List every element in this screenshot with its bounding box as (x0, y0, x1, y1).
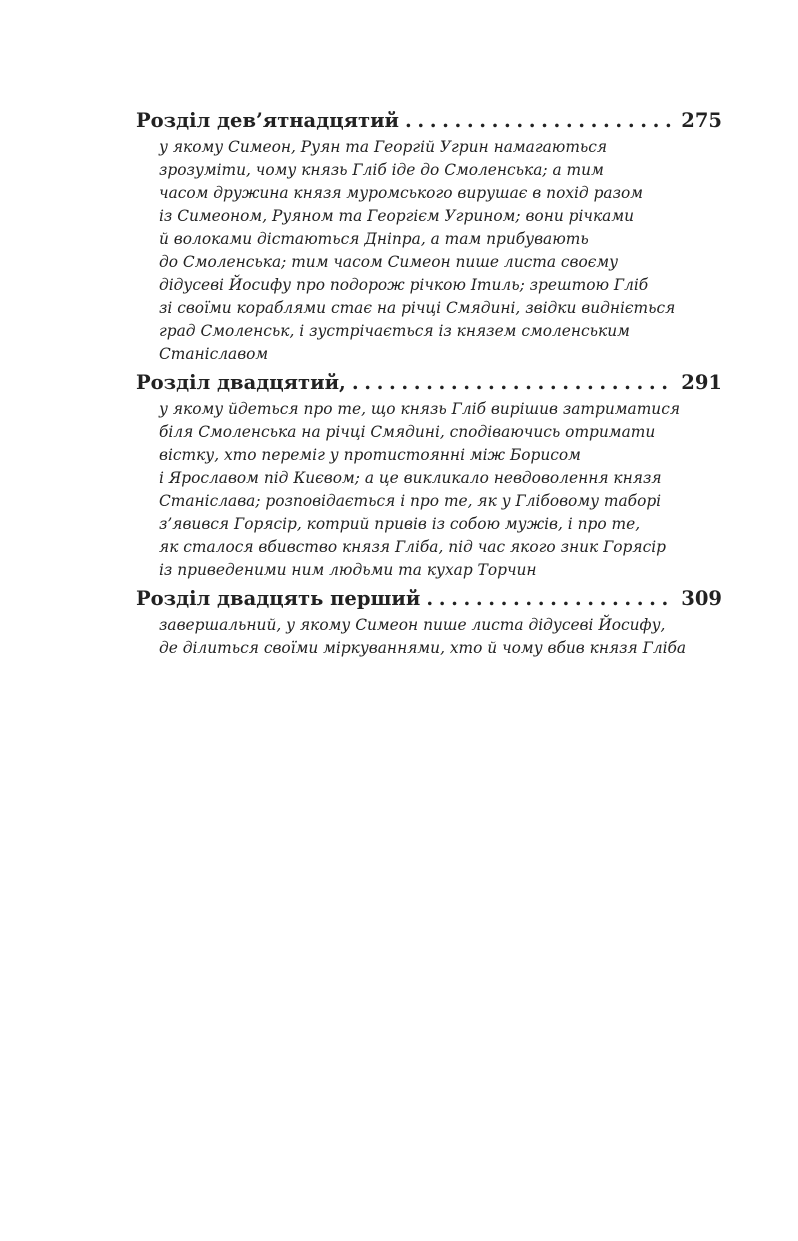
summary-line: вістку, хто переміг у протистоянні між Борисом (159, 446, 581, 464)
summary-line: зі своїми кораблями стає на річці Смядині, звідки видніється (159, 299, 676, 317)
page-number: 291 (681, 371, 722, 394)
chapter-title: Розділ дев’ятнадцятий (136, 109, 400, 132)
summary-line: град Смоленськ, і зустрічається із князем смоленським (159, 322, 630, 340)
chapter-summary (159, 398, 722, 582)
summary-line: дідусеві Йосифу про подорож річкою Ітиль; зрештою Гліб (159, 276, 649, 294)
chapter-title: Розділ двадцятий, (136, 371, 346, 394)
summary-line: із Симеоном, Руяном та Георгієм Угрином; вони річками (159, 207, 635, 225)
toc-entry (136, 106, 722, 366)
summary-line: як сталося вбивство князя Гліба, під час якого зник Горясір (159, 538, 666, 556)
summary-line: біля Смоленська на річці Смядині, сподіваючись отримати (159, 423, 656, 441)
summary-line: і Ярославом під Києвом; а це викликало невдоволення князя (159, 469, 662, 487)
summary-line: Станіславом (159, 345, 269, 363)
summary-line: зрозуміти, чому князь Гліб іде до Смоленська; а тим (159, 161, 604, 179)
dot-leader (352, 368, 675, 398)
dot-leader (426, 584, 675, 614)
summary-line: із приведеними ним людьми та кухар Торчин (159, 561, 537, 579)
toc-entry-heading[interactable] (136, 584, 722, 614)
summary-line: Станіслава; розповідається і про те, як у Глібовому таборі (159, 492, 662, 510)
page-number: 309 (681, 587, 722, 610)
chapter-summary (159, 136, 722, 366)
summary-line: у якому йдеться про те, що князь Гліб вирішив затриматися (159, 400, 681, 418)
summary-line: де ділиться своїми міркуваннями, хто й чому вбив князя Гліба (159, 639, 687, 657)
summary-line: з’явився Горясір, котрий привів із собою мужів, і про те, (159, 515, 641, 533)
summary-line: у якому Симеон, Руян та Георгій Угрин намагаються (159, 138, 608, 156)
summary-line: й волоками дістаються Дніпра, а там прибувають (159, 230, 589, 248)
chapter-title: Розділ двадцять перший (136, 587, 421, 610)
toc-entry-heading[interactable] (136, 106, 722, 136)
dot-leader (405, 106, 675, 136)
toc-entry (136, 584, 722, 660)
table-of-contents (136, 106, 722, 662)
summary-line: завершальний, у якому Симеон пише листа дідусеві Йосифу, (159, 616, 666, 634)
summary-line: до Смоленська; тим часом Симеон пише листа своєму (159, 253, 619, 271)
page-number: 275 (681, 109, 722, 132)
summary-line: часом дружина князя муромського вирушає в похід разом (159, 184, 644, 202)
toc-entry (136, 368, 722, 582)
toc-entry-heading[interactable] (136, 368, 722, 398)
chapter-summary (159, 614, 722, 660)
